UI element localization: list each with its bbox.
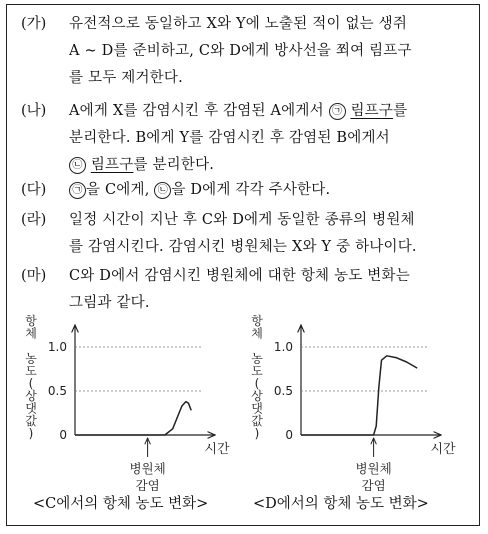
step-mark: (다) (21, 182, 47, 198)
step-text-line: A ~ D를 준비하고, C와 D에게 방사선을 쬐여 림프구 (69, 43, 412, 59)
caption-d: <D에서의 항체 농도 변화> (253, 496, 429, 512)
x-axis-label: 시간 (430, 442, 456, 457)
y-axis-label-char: ( (254, 376, 260, 391)
text-fragment: 를 분리한다. (133, 157, 215, 173)
circled-label: ㉠ (69, 182, 86, 199)
step-mark: (마) (21, 268, 47, 284)
text-fragment: 를 (393, 103, 408, 119)
step-text-line (69, 152, 214, 179)
y-axis-label-char: ( (28, 376, 34, 391)
circled-label: ㉡ (69, 157, 86, 174)
y-axis-label-char: 값 (251, 414, 263, 428)
antibody-graphs (7, 311, 479, 491)
y-axis-label-char: 농 (25, 351, 37, 366)
antibody-curve (75, 402, 191, 435)
text-fragment: A에게 X를 감염시킨 후 감염된 A에게서 (69, 103, 329, 119)
y-axis-label-char: 댓 (25, 401, 37, 416)
underlined-term: 림프구 (90, 157, 134, 173)
y-axis-label-char: 체 (251, 326, 263, 341)
y-axis-label-char: 도 (251, 364, 263, 378)
y-axis-label-char: 댓 (251, 401, 263, 416)
antibody-curve (301, 356, 417, 435)
step-text-line: 유전적으로 동일하고 X와 Y에 노출된 적이 없는 생쥐 (69, 16, 408, 32)
text-fragment: 을 D에게 각각 주사한다. (171, 182, 331, 198)
y-tick-label: 0.5 (47, 384, 67, 398)
step-text-line (69, 177, 330, 204)
infection-label: 병원체 (355, 461, 392, 476)
y-tick-label: 1.0 (273, 340, 293, 354)
step-text-line: C와 D에서 감염시킨 병원체에 대한 항체 농도 변화는 (69, 268, 410, 284)
y-axis-label-char: 상 (251, 389, 263, 403)
step-text-line (69, 98, 407, 125)
x-axis-label: 시간 (204, 442, 230, 457)
y-tick-label: 0.5 (273, 384, 293, 398)
infection-label: 감염 (135, 478, 160, 491)
underlined-term: 림프구 (350, 103, 394, 119)
step-mark: (나) (21, 103, 47, 119)
graph-d (251, 313, 456, 491)
y-tick-label: 1.0 (47, 340, 67, 354)
step-text-line: 분리한다. B에게 Y를 감염시킨 후 감염된 B에게서 (69, 130, 390, 146)
y-tick-label: 0 (285, 428, 293, 442)
circled-label: ㉡ (154, 182, 171, 199)
y-axis-label-char: 항 (251, 314, 263, 328)
circled-label: ㉠ (329, 103, 346, 120)
problem-box (6, 4, 480, 526)
y-axis-label-char: 체 (25, 326, 37, 341)
y-axis-label-char: 농 (251, 351, 263, 366)
text-fragment: 을 C에게, (86, 182, 155, 198)
step-text-line: 를 모두 제거한다. (69, 70, 183, 86)
step-text-line: 를 감염시킨다. 감염시킨 병원체는 X와 Y 중 하나이다. (69, 239, 417, 255)
y-axis-label-char: 값 (25, 414, 37, 428)
caption-c: <C에서의 항체 농도 변화> (33, 496, 209, 512)
infection-label: 병원체 (129, 461, 166, 476)
y-axis-label-char: 상 (25, 389, 37, 403)
y-axis-label-char: 도 (25, 364, 37, 378)
infection-label: 감염 (361, 478, 386, 491)
step-mark: (가) (21, 16, 47, 32)
y-tick-label: 0 (59, 428, 67, 442)
step-text-line: 일정 시간이 지난 후 C와 D에게 동일한 종류의 병원체 (69, 212, 415, 228)
step-text-line: 그림과 같다. (69, 295, 150, 311)
y-axis-label-char: 항 (25, 314, 37, 328)
graph-c (25, 313, 230, 491)
step-mark: (라) (21, 212, 47, 228)
y-axis-label-char: ) (28, 426, 34, 441)
y-axis-label-char: ) (254, 426, 260, 441)
